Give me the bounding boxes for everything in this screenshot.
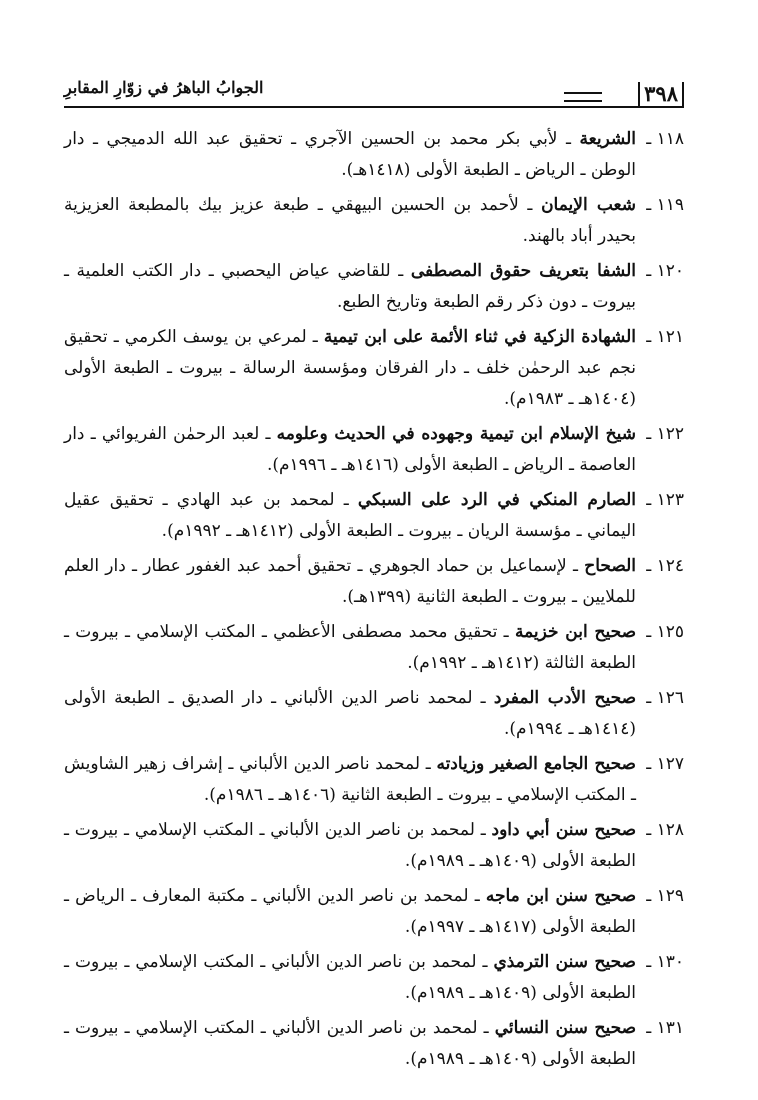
entry-number: ١٢٥ ـ bbox=[646, 622, 684, 642]
entry-title: صحيح الأدب المفرد bbox=[493, 688, 636, 708]
entry-details: ـ لمحمد بن ناصر الدين الألباني ـ المكتب الإسلامي ـ بيروت ـ الطبعة الأولى (١٤٠٩هـ ـ ١٩٨٩م). bbox=[64, 820, 636, 871]
entry-number: ١٢٣ ـ bbox=[646, 490, 684, 510]
entry-title: الشريعة bbox=[579, 129, 636, 149]
entry-details: ـ تحقيق محمد مصطفى الأعظمي ـ المكتب الإسلامي ـ بيروت ـ الطبعة الثالثة (١٤١٢هـ ـ ١٩٩٢م). bbox=[64, 622, 636, 673]
entry-details: ـ لمرعي بن يوسف الكرمي ـ تحقيق نجم عبد الرحمٰن خلف ـ دار الفرقان ومؤسسة الرسالة ـ بيروت ـ الطبعة الأولى (١٤٠٤هـ ـ ١٩٨٣م). bbox=[64, 327, 636, 409]
header-divider bbox=[64, 106, 684, 108]
bibliography-entry bbox=[64, 815, 684, 877]
bibliography-entry bbox=[64, 881, 684, 943]
entry-details: ـ لمحمد ناصر الدين الألباني ـ إشراف زهير الشاويش ـ المكتب الإسلامي ـ بيروت ـ الطبعة الثانية (١٤٠٦هـ ـ ١٩٨٦م). bbox=[64, 754, 636, 805]
entry-title: صحيح سنن الترمذي bbox=[493, 952, 636, 972]
entry-details: ـ لإسماعيل بن حماد الجوهري ـ تحقيق أحمد عبد الغفور عطار ـ دار العلم للملايين ـ بيروت ـ الطبعة الثانية (١٣٩٩هـ). bbox=[64, 556, 636, 607]
bibliography-entry bbox=[64, 551, 684, 613]
entry-title: صحيح سنن النسائي bbox=[494, 1018, 636, 1038]
entry-title: شيخ الإسلام ابن تيمية وجهوده في الحديث وعلومه bbox=[276, 424, 636, 444]
entry-number: ١٢٩ ـ bbox=[646, 886, 684, 906]
bibliography-entry bbox=[64, 190, 684, 252]
entry-title: صحيح سنن ابن ماجه bbox=[485, 886, 636, 906]
entry-title: صحيح ابن خزيمة bbox=[514, 622, 637, 642]
entry-number: ١٢١ ـ bbox=[646, 327, 684, 347]
bibliography-entry bbox=[64, 256, 684, 318]
entry-details: ـ للقاضي عياض اليحصبي ـ دار الكتب العلمية ـ بيروت ـ دون ذكر رقم الطبعة وتاريخ الطبع. bbox=[64, 261, 636, 312]
bibliography-list bbox=[64, 124, 684, 1079]
bibliography-entry bbox=[64, 485, 684, 547]
entry-title: الصحاح bbox=[584, 556, 636, 576]
entry-details: ـ لمحمد بن ناصر الدين الألباني ـ المكتب الإسلامي ـ بيروت ـ الطبعة الأولى (١٤٠٩هـ ـ ١٩٨٩م). bbox=[64, 1018, 636, 1069]
entry-number: ١٣١ ـ bbox=[646, 1018, 684, 1038]
bibliography-entry bbox=[64, 749, 684, 811]
entry-details: ـ لأبي بكر محمد بن الحسين الآجري ـ تحقيق عبد الله الدميجي ـ دار الوطن ـ الرياض ـ الطبعة الأولى (١٤١٨هـ). bbox=[64, 129, 636, 180]
entry-details: ـ لمحمد بن ناصر الدين الألباني ـ مكتبة المعارف ـ الرياض ـ الطبعة الأولى (١٤١٧هـ ـ ١٩٩٧م). bbox=[64, 886, 636, 937]
entry-number: ١٣٠ ـ bbox=[646, 952, 684, 972]
entry-details: ـ لمحمد ناصر الدين الألباني ـ دار الصديق ـ الطبعة الأولى (١٤١٤هـ ـ ١٩٩٤م). bbox=[64, 688, 636, 739]
entry-title: الشفا بتعريف حقوق المصطفى bbox=[410, 261, 636, 281]
entry-number: ١٢٢ ـ bbox=[646, 424, 684, 444]
bibliography-entry bbox=[64, 322, 684, 415]
running-title: الجوابُ الباهرُ في زوّارِ المقابرِ bbox=[64, 78, 264, 97]
entry-details: ـ لعبد الرحمٰن الفريوائي ـ دار العاصمة ـ الرياض ـ الطبعة الأولى (١٤١٦هـ ـ ١٩٩٦م). bbox=[64, 424, 636, 475]
entry-number: ١٢٧ ـ bbox=[646, 754, 684, 774]
bibliography-entry bbox=[64, 1013, 684, 1075]
header-rule bbox=[564, 92, 602, 102]
bibliography-entry bbox=[64, 419, 684, 481]
entry-title: صحيح سنن أبي داود bbox=[491, 820, 637, 840]
entry-details: ـ لأحمد بن الحسين البيهقي ـ طبعة عزيز بيك بالمطبعة العزيزية بحيدر أباد بالهند. bbox=[64, 195, 636, 246]
bibliography-entry bbox=[64, 124, 684, 186]
entry-title: الصارم المنكي في الرد على السبكي bbox=[357, 490, 636, 510]
bibliography-entry bbox=[64, 617, 684, 679]
entry-details: ـ لمحمد بن ناصر الدين الألباني ـ المكتب الإسلامي ـ بيروت ـ الطبعة الأولى (١٤٠٩هـ ـ ١٩٨٩م). bbox=[64, 952, 636, 1003]
page-number: ٣٩٨ bbox=[638, 82, 684, 106]
entry-number: ١١٨ ـ bbox=[646, 129, 684, 149]
entry-number: ١١٩ ـ bbox=[646, 195, 684, 215]
entry-number: ١٢٨ ـ bbox=[646, 820, 684, 840]
bibliography-entry bbox=[64, 683, 684, 745]
entry-title: الشهادة الزكية في ثناء الأئمة على ابن تيمية bbox=[323, 327, 636, 347]
entry-number: ١٢٠ ـ bbox=[646, 261, 684, 281]
entry-title: صحيح الجامع الصغير وزيادته bbox=[436, 754, 636, 774]
entry-number: ١٢٦ ـ bbox=[646, 688, 684, 708]
entry-title: شعب الإيمان bbox=[541, 195, 636, 215]
entry-number: ١٢٤ ـ bbox=[646, 556, 684, 576]
page-header bbox=[64, 76, 684, 116]
entry-details: ـ لمحمد بن عبد الهادي ـ تحقيق عقيل اليماني ـ مؤسسة الريان ـ بيروت ـ الطبعة الأولى (١٤١٢هـ ـ ١٩٩٢م). bbox=[64, 490, 636, 541]
bibliography-entry bbox=[64, 947, 684, 1009]
